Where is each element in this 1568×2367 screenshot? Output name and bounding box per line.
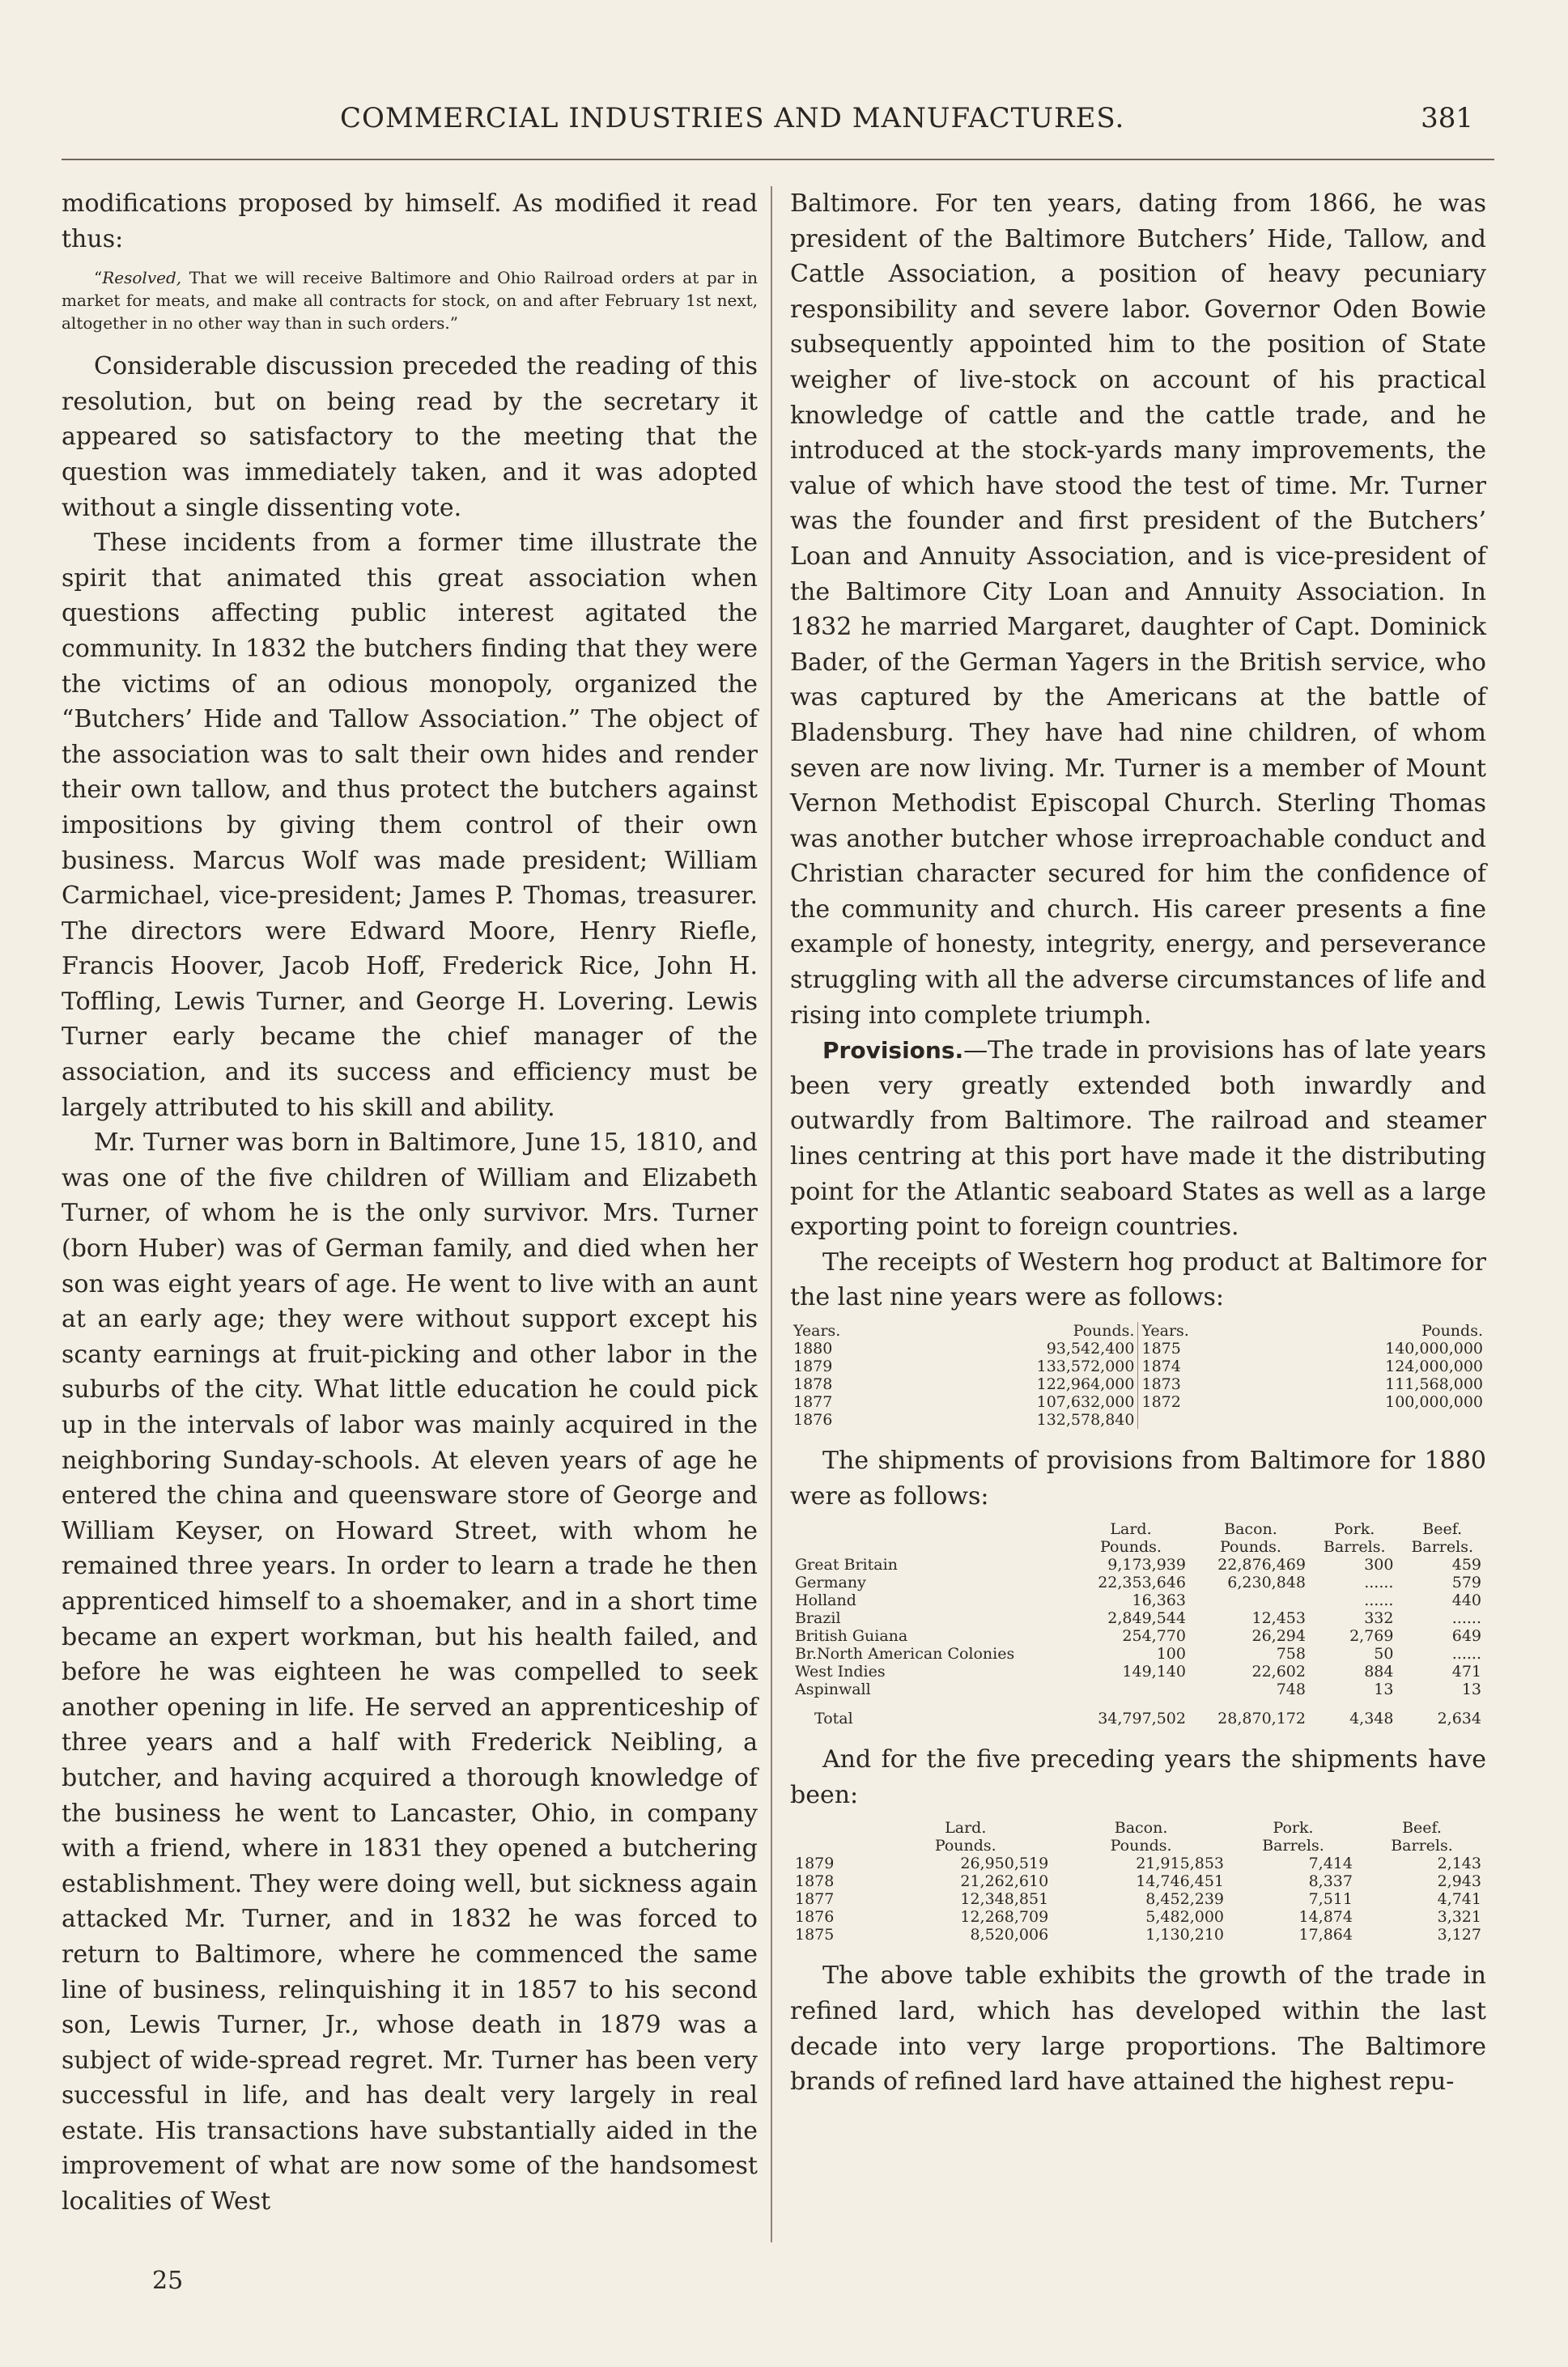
lard-value: 26,950,519 — [960, 1855, 1049, 1873]
table-row — [790, 1574, 1486, 1591]
receipts-year: 1872 — [1138, 1393, 1257, 1411]
table-row — [790, 1926, 1486, 1944]
table-row — [790, 1645, 1486, 1663]
bacon-value: 8,452,239 — [1145, 1890, 1224, 1909]
preceding-intro: And for the five preceding years the shipments have been: — [790, 1745, 1486, 1809]
destination: Brazil — [795, 1609, 841, 1628]
lard-value: 12,348,851 — [960, 1890, 1049, 1909]
lard-value: 149,140 — [1122, 1663, 1186, 1681]
lard-value: 100 — [1156, 1645, 1186, 1664]
shipments-intro: The shipments of provisions from Baltimore for 1880 were as follows: — [790, 1447, 1486, 1511]
pork-value: 50 — [1374, 1645, 1394, 1664]
receipts-pounds: 124,000,000 — [1385, 1358, 1483, 1375]
shipments-header-row-1 — [790, 1520, 1486, 1538]
pork-value: ...... — [1364, 1574, 1394, 1592]
receipts-header-pounds-2: Pounds. — [1421, 1322, 1483, 1340]
table-row — [790, 1681, 1486, 1698]
bacon-value: 1,130,210 — [1145, 1926, 1224, 1944]
preceding-table-wrap — [790, 1819, 1486, 1944]
running-header — [162, 102, 1473, 151]
right-column — [790, 186, 1486, 2100]
header-rule — [62, 159, 1494, 160]
year: 1878 — [795, 1872, 835, 1891]
quote-text: That we will receive Baltimore and Ohio Railroad orders at par in market for meats, and make all contracts for stock, on and after February 1st next, altogether in no other way than in such orders.” — [62, 268, 758, 334]
table-row — [790, 1375, 1486, 1393]
lard-value: 16,363 — [1132, 1591, 1186, 1610]
col-bacon-unit: Pounds. — [1110, 1837, 1172, 1855]
col-pork-unit: Barrels. — [1262, 1837, 1324, 1855]
receipts-year: 1874 — [1138, 1358, 1257, 1375]
lard-value: 254,770 — [1122, 1627, 1186, 1646]
receipts-year: 1875 — [1138, 1340, 1257, 1358]
receipts-year: 1877 — [793, 1393, 833, 1411]
col-beef-unit: Barrels. — [1411, 1538, 1474, 1557]
right-paragraph-1: Baltimore. For ten years, dating from 1866, he was president of the Baltimore Butchers’ Hide, Tallow, and Cattle Association, a position of heavy pecuniary responsibility and severe labor. Governor Oden Bowie subsequently appointed him to the position of State weigher of live-stock on account of his practical knowledge of cattle and the cattle trade, and he introduced at the stock-yards many improvements, the value of which have stood the test of time. Mr. Turner was the founder and first president of the Butchers’ Loan and Annuity Association, and is vice-president of the Baltimore City Loan and Annuity Association. In 1832 he married Margaret, daughter of Capt. Dominick Bader, of the German Yagers in the British service, who was captured by the Americans at the battle of Bladensburg. They have had nine children, of whom seven are now living. Mr. Turner is a member of Mount Vernon Methodist Episcopal Church. Sterling Thomas was another butcher whose irreproachable conduct and Christian character secured for him the confidence of the community and church. His career presents a fine example of honesty, integrity, energy, and perseverance struggling with all the adverse circumstances of life and rising into complete triumph. — [790, 189, 1486, 1030]
bacon-value: 21,915,853 — [1136, 1855, 1224, 1873]
destination: Aspinwall — [795, 1681, 871, 1699]
preceding-header-row-2 — [790, 1837, 1486, 1855]
table-row — [790, 1411, 1486, 1429]
beef-value: ...... — [1451, 1609, 1481, 1628]
provisions-paragraph — [790, 1033, 1486, 1245]
receipts-pounds: 140,000,000 — [1385, 1340, 1483, 1358]
left-column — [62, 186, 758, 2220]
table-row — [790, 1393, 1486, 1411]
beef-value: 440 — [1451, 1591, 1481, 1610]
pork-value: 2,769 — [1349, 1627, 1394, 1646]
provisions-text: —The trade in provisions has of late years been very greatly extended both inwardly and outwardly from Baltimore. The railroad and steamer lines centring at this port have made it the distributing point for the Atlantic seaboard States as well as a large exporting point to foreign countries. — [790, 1036, 1486, 1242]
year: 1876 — [795, 1908, 835, 1927]
pork-value: 300 — [1364, 1556, 1394, 1574]
receipts-year: 1880 — [793, 1340, 833, 1358]
receipts-pounds: 100,000,000 — [1385, 1393, 1483, 1411]
lard-value: 22,353,646 — [1098, 1574, 1186, 1592]
bacon-value: 26,294 — [1251, 1627, 1306, 1646]
table-row — [790, 1358, 1486, 1375]
receipts-table — [790, 1322, 1486, 1429]
col-bacon-header: Bacon. — [1114, 1819, 1168, 1838]
pork-value: 884 — [1364, 1663, 1394, 1681]
destination: Great Britain — [795, 1556, 898, 1574]
left-paragraph-2: Considerable discussion preceded the reading of this resolution, but on being read by the secretary it appeared so satisfactory to the meeting that the question was immediately taken, and it was adopted without a single dissenting vote. — [62, 352, 758, 522]
pork-value: 332 — [1364, 1609, 1394, 1628]
beef-value: 579 — [1451, 1574, 1481, 1592]
receipts-intro: The receipts of Western hog product at Baltimore for the last nine years were as follows: — [790, 1247, 1486, 1312]
lard-value: 12,268,709 — [960, 1908, 1049, 1927]
pork-value: 7,414 — [1308, 1855, 1353, 1873]
beef-value: 2,943 — [1437, 1872, 1481, 1891]
table-row — [790, 1591, 1486, 1609]
total-pork: 4,348 — [1349, 1710, 1394, 1728]
col-pork-header: Pork. — [1273, 1819, 1314, 1838]
bacon-value: 22,602 — [1251, 1663, 1306, 1681]
lard-value: 21,262,610 — [960, 1872, 1049, 1891]
table-row — [790, 1609, 1486, 1627]
beef-value: 459 — [1451, 1556, 1481, 1574]
table-row — [790, 1627, 1486, 1645]
col-pork-header: Pork. — [1334, 1520, 1375, 1539]
destination: British Guiana — [795, 1627, 908, 1646]
pork-value: 13 — [1374, 1681, 1394, 1699]
beef-value: 3,321 — [1437, 1908, 1481, 1927]
col-beef-header: Beef. — [1422, 1520, 1463, 1539]
col-bacon-unit: Pounds. — [1220, 1538, 1281, 1557]
beef-value: 471 — [1451, 1663, 1481, 1681]
pork-value: ...... — [1364, 1591, 1394, 1610]
page-number: 381 — [1421, 102, 1473, 134]
receipts-pounds: 107,632,000 — [1036, 1393, 1135, 1411]
col-lard-unit: Pounds. — [1100, 1538, 1162, 1557]
bacon-value: 6,230,848 — [1227, 1574, 1306, 1592]
col-lard-header: Lard. — [1110, 1520, 1152, 1539]
left-paragraph-4: Mr. Turner was born in Baltimore, June 15, 1810, and was one of the five children of William and Elizabeth Turner, of whom he is the only survivor. Mrs. Turner (born Huber) was of German family, and died when her son was eight years of age. He went to live with an aunt at an early age; they were without support except his scanty earnings at fruit-picking and other labor in the suburbs of the city. What little education he could pick up in the intervals of labor was mainly acquired in the neighboring Sunday-schools. At eleven years of age he entered the china and queensware store of George and William Keyser, on Howard Street, with whom he remained three years. In order to learn a trade he then apprenticed himself to a shoemaker, and in a short time became an expert workman, but his health failed, and before he was eighteen he was compelled to seek another opening in life. He served an apprenticeship of three years and a half with Frederick Neibling, a butcher, and having acquired a thorough knowledge of the business he went to Lancaster, Ohio, in company with a friend, where in 1831 they opened a butchering establishment. They were doing well, but sickness again attacked Mr. Turner, and in 1832 he was forced to return to Baltimore, where he commenced the same line of business, relinquishing it in 1857 to his second son, Lewis Turner, Jr., whose death in 1879 was a subject of wide-spread regret. Mr. Turner has been very successful in life, and has dealt very largely in real estate. His transactions have substantially aided in the improvement of what are now some of the handsomest localities of West — [62, 1128, 758, 2216]
receipts-header-years-2: Years. — [1138, 1322, 1257, 1340]
destination: Holland — [795, 1591, 856, 1610]
receipts-header-years: Years. — [793, 1322, 841, 1340]
beef-value: 649 — [1451, 1627, 1481, 1646]
col-beef-header: Beef. — [1402, 1819, 1442, 1838]
receipts-pounds: 132,578,840 — [1036, 1411, 1135, 1429]
year: 1879 — [795, 1855, 835, 1873]
table-row — [790, 1908, 1486, 1926]
beef-value: 4,741 — [1437, 1890, 1481, 1909]
destination: Br.North American Colonies — [795, 1645, 1015, 1664]
bacon-value — [1191, 1591, 1311, 1609]
shipments-table — [790, 1520, 1486, 1727]
receipts-header-pounds: Pounds. — [1073, 1322, 1135, 1340]
receipts-year: 1879 — [793, 1358, 833, 1375]
total-label: Total — [814, 1710, 853, 1728]
bacon-value: 5,482,000 — [1145, 1908, 1224, 1927]
table-row — [790, 1340, 1486, 1358]
year: 1877 — [795, 1890, 835, 1909]
column-divider — [771, 186, 772, 2242]
table-row — [790, 1872, 1486, 1890]
col-beef-unit: Barrels. — [1391, 1837, 1453, 1855]
shipments-header-row-2 — [790, 1538, 1486, 1556]
pork-value: 8,337 — [1308, 1872, 1353, 1891]
page-title: COMMERCIAL INDUSTRIES AND MANUFACTURES. — [340, 102, 1125, 134]
receipts-pounds: 133,572,000 — [1036, 1358, 1135, 1375]
receipts-year: 1876 — [793, 1411, 833, 1429]
destination: West Indies — [795, 1663, 886, 1681]
signature-mark: 25 — [152, 2267, 184, 2295]
bacon-value: 758 — [1276, 1645, 1306, 1664]
shipments-table-wrap — [790, 1520, 1486, 1727]
year: 1875 — [795, 1926, 835, 1944]
quote-open-mark: “ — [94, 268, 103, 288]
lard-value: 9,173,939 — [1107, 1556, 1186, 1574]
provisions-heading: Provisions. — [822, 1037, 964, 1065]
beef-value: 3,127 — [1437, 1926, 1481, 1944]
col-pork-unit: Barrels. — [1323, 1538, 1386, 1557]
bacon-value: 14,746,451 — [1136, 1872, 1224, 1891]
receipts-header-row — [790, 1322, 1486, 1340]
bacon-value: 12,453 — [1251, 1609, 1306, 1628]
preceding-years-table — [790, 1819, 1486, 1944]
total-beef: 2,634 — [1437, 1710, 1481, 1728]
preceding-header-row-1 — [790, 1819, 1486, 1837]
destination: Germany — [795, 1574, 866, 1592]
lard-value — [1071, 1681, 1191, 1698]
receipts-pounds: 122,964,000 — [1036, 1375, 1135, 1393]
bacon-value: 22,876,469 — [1217, 1556, 1306, 1574]
receipts-year: 1878 — [793, 1375, 833, 1393]
table-row — [790, 1855, 1486, 1872]
left-paragraph-1: modifications proposed by himself. As modified it read thus: — [62, 189, 758, 253]
receipts-table-wrap — [790, 1322, 1486, 1429]
beef-value: 2,143 — [1437, 1855, 1481, 1873]
col-lard-unit: Pounds. — [934, 1837, 996, 1855]
beef-value: 13 — [1461, 1681, 1481, 1699]
lard-value: 8,520,006 — [970, 1926, 1049, 1944]
col-bacon-header: Bacon. — [1224, 1520, 1277, 1539]
table-row — [790, 1890, 1486, 1908]
col-lard-header: Lard. — [945, 1819, 987, 1838]
lard-value: 2,849,544 — [1107, 1609, 1186, 1628]
pork-value: 14,874 — [1298, 1908, 1353, 1927]
receipts-pounds: 111,568,000 — [1385, 1375, 1483, 1393]
resolution-quote — [62, 266, 758, 334]
right-paragraph-final: The above table exhibits the growth of the trade in refined lard, which has developed within the last decade into very large proportions. The Baltimore brands of refined lard have attained the highest repu- — [790, 1961, 1486, 2097]
table-row — [790, 1556, 1486, 1574]
total-row — [790, 1698, 1486, 1727]
quote-resolved: Resolved, — [102, 268, 182, 288]
total-lard: 34,797,502 — [1098, 1710, 1186, 1728]
bacon-value: 748 — [1276, 1681, 1306, 1699]
left-paragraph-3: These incidents from a former time illustrate the spirit that animated this great association when questions affecting public interest agitated the community. In 1832 the butchers finding that they were the victims of an odious monopoly, organized the “Butchers’ Hide and Tallow Association.” The object of the association was to salt their own hides and render their own tallow, and thus protect the butchers against impositions by giving them control of their own business. Marcus Wolf was made president; William Carmichael, vice-president; James P. Thomas, treasurer. The directors were Edward Moore, Henry Riefle, Francis Hoover, Jacob Hoff, Frederick Rice, John H. Toffling, Lewis Turner, and George H. Lovering. Lewis Turner early became the chief manager of the association, and its success and efficiency must be largely attributed to his skill and ability. — [62, 529, 758, 1122]
beef-value: ...... — [1451, 1645, 1481, 1664]
table-row — [790, 1663, 1486, 1681]
pork-value: 7,511 — [1308, 1890, 1353, 1909]
receipts-pounds: 93,542,400 — [1046, 1340, 1135, 1358]
total-bacon: 28,870,172 — [1217, 1710, 1306, 1728]
receipts-year: 1873 — [1138, 1375, 1257, 1393]
pork-value: 17,864 — [1298, 1926, 1353, 1944]
